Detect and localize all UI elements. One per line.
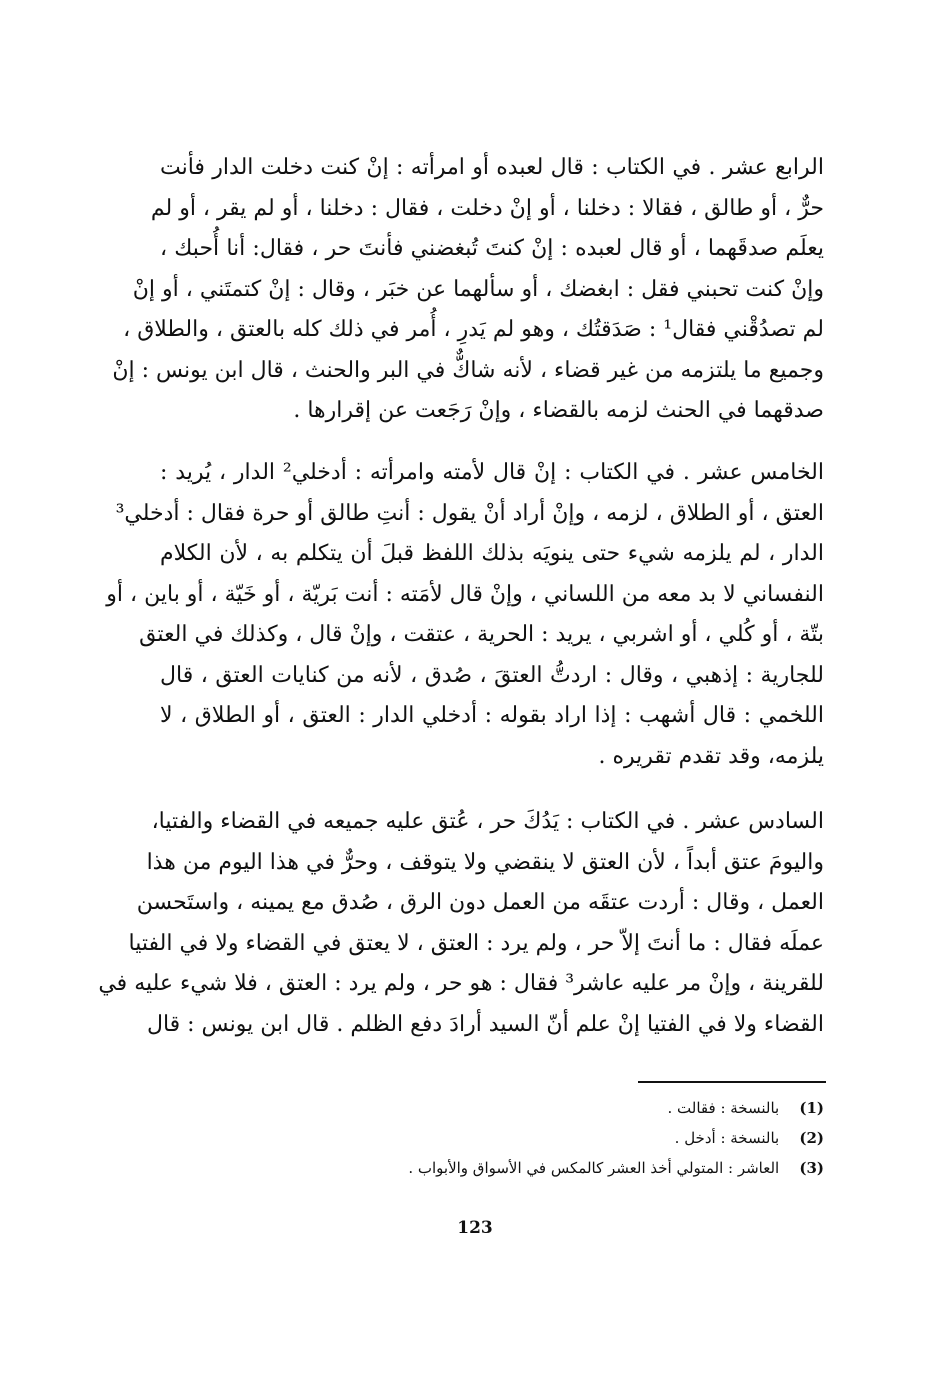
page-number: 123 bbox=[457, 1218, 493, 1238]
text-line: الرابع عشر . في الكتاب : قال لعبده أو امرأته : إنْ كنت دخلت الدار فأنت bbox=[160, 155, 824, 180]
footnote-number: (1) bbox=[799, 1099, 824, 1117]
paragraph-fifteenth bbox=[106, 453, 824, 777]
text-line: صدقهما في الحنث لزمه بالقضاء ، وإنْ رَجَعت عن إقرارها . bbox=[293, 398, 824, 423]
text-line: واليومَ عتق أبداً ، لأن العتق لا ينقضي ولا يتوقف ، وحرٌّ في هذا اليوم من هذا bbox=[146, 849, 824, 875]
text-line: النفساني لا بد معه من اللساني ، وإنْ قال لأمَته : أنت بَريّة ، أو خَيّة ، أو باين ، أو bbox=[106, 581, 824, 607]
text-line: للقرينة ، وإنْ مر عليه عاشر³ فقال : هو حر ، ولم يرد : العتق ، فلا شيء عليه في bbox=[98, 971, 824, 996]
text-line: بتّة ، أو كُلي ، أو اشربي ، يريد : الحرية ، عتقت ، وإنْ قال ، وكذلك في العتق bbox=[139, 622, 824, 647]
text-line: العمل ، وقال : أردت عتقَه من العمل دون الرق ، صُدق مع يمينه ، واستَحسن bbox=[136, 890, 824, 915]
text-line: وجميع ما يلتزمه من غير قضاء ، لأنه شاكٌّ في البر والحنث ، قال ابن يونس : إنْ bbox=[112, 357, 824, 383]
text-line: للجارية : إذهبي ، وقال : اردتُّ العتقَ ، صُدق ، لأنه من كنايات العتق ، قال bbox=[160, 662, 824, 688]
text-line: عملَه فقال : ما أنتَ إلاّ حر ، ولم يرد : العتق ، لا يعتق في القضاء ولا في الفتيا bbox=[128, 930, 824, 956]
footnotes bbox=[300, 1093, 824, 1183]
footnote-text: بالنسخة : أدخل . bbox=[674, 1129, 780, 1147]
footnote-number: (2) bbox=[799, 1129, 824, 1147]
text-line: العتق ، أو الطلاق ، لزمه ، وإنْ أراد أنْ يقول : أنتِ طالق أو حرة فقال : أدخلي³ bbox=[115, 500, 824, 526]
paragraph-sixteenth bbox=[98, 802, 824, 1045]
footnote-divider bbox=[638, 1081, 826, 1083]
text-line: السادس عشر . في الكتاب : يَدُكَ حر ، عُتق عليه جميعه في القضاء والفتيا، bbox=[151, 809, 824, 834]
footnote-number: (3) bbox=[799, 1159, 824, 1177]
paragraph-fourteenth bbox=[112, 148, 824, 432]
text-line: الخامس عشر . في الكتاب : إنْ قال لأمته وامرأته : أدخلي² الدار ، يُريد : bbox=[160, 460, 824, 485]
text-line: حرٌّ ، أو طالق ، فقالا : دخلنا ، أو إنْ دخلت ، فقال : دخلنا ، أو لم يقر ، أو لم bbox=[150, 195, 824, 221]
footnote-item bbox=[300, 1153, 824, 1183]
footnote-item bbox=[300, 1093, 824, 1123]
text-line: يعلَم صدقَهما ، أو قال لعبده : إنْ كنتَ تُبغضني فأنتَ حر ، فقال: أنا أُحبك ، bbox=[160, 236, 824, 261]
text-line: اللخمي : قال أشهب : إذا اراد بقوله : أدخلي الدار : العتق ، أو الطلاق ، لا bbox=[160, 703, 824, 728]
footnote-text: العاشر : المتولي أخذ العشر كالمكس في الأسواق والأبواب . bbox=[408, 1159, 780, 1177]
text-line: يلزمه، وقد تقدم تقريره . bbox=[598, 743, 824, 769]
text-line: الدار ، لم يلزمه شيء حتى ينويَه بذلك اللفظ قبلَ أن يتكلم به ، لأن الكلام bbox=[160, 541, 824, 566]
footnote-item bbox=[300, 1123, 824, 1153]
footnote-text: بالنسخة : فقالت . bbox=[667, 1099, 780, 1117]
text-line: لم تصدُقْني فقال¹ : صَدَقتُك ، وهو لم يَدرِ ، أُمر في ذلك كله بالعتق ، والطلاق ، bbox=[123, 317, 824, 342]
text-line: وإنْ كنت تحبني فقل : ابغضك ، أو سألهما عن خبَر ، وقال : إنْ كتمتَني ، أو إنْ bbox=[132, 276, 824, 302]
text-line: القضاء ولا في الفتيا إنْ علم أنّ السيد أرادَ دفع الظلم . قال ابن يونس : قال bbox=[146, 1011, 824, 1037]
